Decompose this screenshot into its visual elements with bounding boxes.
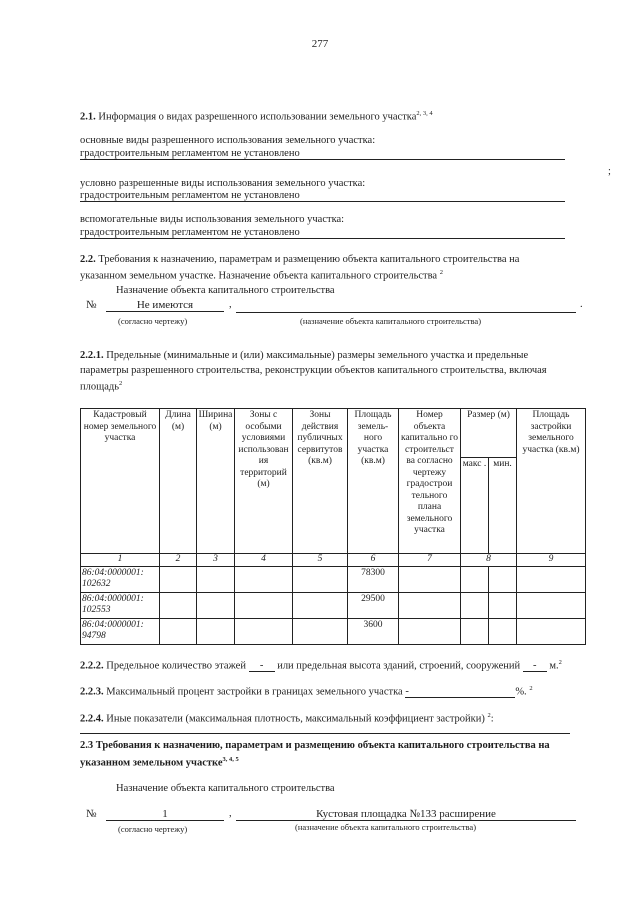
section-text-line1: Предельные (минимальные и (или) максимальные) размеры земельного участка и предельные [103, 350, 529, 361]
section-2-2-1-line1 [80, 350, 528, 361]
header-size-min: мин. [489, 458, 517, 554]
object-purpose-label: Назначение объекта капитального строительства [116, 783, 335, 794]
section-text-line3: площадь [80, 381, 119, 393]
percent-unit: %. [515, 686, 527, 698]
section-number: 2.2.4. [80, 713, 104, 725]
header-size: Размер (м) [461, 409, 517, 458]
object-purpose-value: Кустовая площадка №133 расширение [236, 808, 576, 821]
footnote-ref: 3, 4, 5 [222, 756, 239, 763]
margin-mark: ; [608, 166, 611, 177]
floors-value: - [249, 660, 275, 672]
table-row [81, 566, 586, 592]
number-sign: № [86, 299, 97, 311]
header-special-zones: Зоны с особыми условиями использован ия территорий (м) [235, 409, 293, 554]
caption-drawing: (согласно чертежу) [118, 824, 188, 834]
height-label: или предельная высота зданий, строений, сооружений [277, 660, 521, 672]
section-2-2-1-line3 [80, 380, 122, 393]
header-length: Длина (м) [160, 409, 197, 554]
conditional-uses-value: градостроительным регламентом не установлено [80, 190, 565, 202]
auxiliary-uses-value: градостроительным регламентом не установлено [80, 227, 565, 239]
number-sign: № [86, 808, 97, 820]
section-2-3-line2 [80, 756, 239, 769]
column-number: 9 [517, 554, 586, 567]
section-2-2-line1 [80, 254, 519, 265]
height-value: - [523, 660, 547, 672]
land-parameters-table [80, 408, 586, 645]
object-purpose-label: Назначение объекта капитального строительства [116, 285, 335, 296]
footnote-ref: 2 [558, 659, 562, 666]
footnote-ref: 2, 3, 4 [416, 110, 433, 117]
caption-purpose: (назначение объекта капитального строительства) [300, 316, 482, 326]
table-row [81, 618, 586, 644]
column-number: 3 [197, 554, 235, 567]
column-number: 7 [399, 554, 461, 567]
land-area: 78300 [348, 566, 399, 592]
table-column-numbers-row [81, 554, 586, 567]
table-header-row [81, 409, 586, 458]
caption-purpose: (назначение объекта капитального строительства) [295, 822, 477, 832]
section-number: 2.2.2. [80, 660, 104, 672]
header-area: Площадь земель-ного участка (кв.м) [348, 409, 399, 554]
cadastral-number: 86:04:0000001: 102632 [81, 566, 160, 592]
column-number: 8 [461, 554, 517, 567]
header-cadastral: Кадастровый номер земельного участка [81, 409, 160, 554]
comma: , [229, 808, 232, 819]
other-indicators-label: Иные показатели (максимальная плотность, максимальный коэффициент застройки) [103, 713, 485, 725]
max-percent-label: Максимальный процент застройки в границах земельного участка [103, 686, 403, 698]
land-area: 3600 [348, 618, 399, 644]
header-size-max: макс . [461, 458, 489, 554]
column-number: 6 [348, 554, 399, 567]
object-number-value: 1 [106, 808, 224, 821]
section-2-1-heading [80, 110, 433, 123]
cadastral-number: 86:04:0000001: 102553 [81, 592, 160, 618]
section-2-3-line1: 2.3 Требования к назначению, параметрам и размещению объекта капитального строительства на [80, 740, 550, 751]
header-object-number: Номер объекта капитально го строительст ва согласно чертежу градострои тельного плана земельного участка [399, 409, 461, 554]
footnote-ref: 2 [119, 380, 123, 387]
page-number: 277 [311, 38, 329, 50]
footnote-ref: 2 [529, 685, 533, 692]
other-indicators-line [80, 733, 570, 734]
section-number: 2.2.3. [80, 686, 104, 698]
colon: : [490, 713, 494, 725]
header-built-area: Площадь застройки земельного участка (кв.м) [517, 409, 586, 554]
main-uses-value: градостроительным регламентом не установлено [80, 148, 565, 160]
footnote-ref: 2 [487, 712, 491, 719]
section-2-2-line2 [80, 269, 443, 282]
header-servitude-zones: Зоны действия публичных сервитутов (кв.м) [293, 409, 348, 554]
header-width: Ширина (м) [197, 409, 235, 554]
cadastral-number: 86:04:0000001: 94798 [81, 618, 160, 644]
section-number: 2.2.1. [80, 350, 104, 361]
period: . [580, 299, 583, 310]
footnote-ref: 2 [439, 269, 443, 276]
main-uses-label: основные виды разрешенного использования земельного участка: [80, 135, 376, 146]
object-number-value: Не имеются [106, 299, 224, 312]
section-2-2-3 [80, 685, 533, 698]
section-title-line1: Требования к назначению, параметрам и размещению объекта капитального строительства на [95, 254, 520, 265]
section-title: Информация о видах разрешенного использовании земельного участка [95, 111, 417, 123]
height-unit: м. [549, 660, 559, 672]
section-2-2-4 [80, 712, 494, 725]
section-2-2-1-line2: параметры разрешенного строительства, реконструкции объектов капитального строительства, включая [80, 365, 547, 376]
auxiliary-uses-label: вспомогательные виды использования земельного участка: [80, 214, 345, 225]
column-number: 5 [293, 554, 348, 567]
section-title-line2: указанном земельном участке. Назначение объекта капитального строительства [80, 270, 438, 282]
table-row [81, 592, 586, 618]
floors-label: Предельное количество этажей [103, 660, 246, 672]
column-number: 4 [235, 554, 293, 567]
caption-drawing: (согласно чертежу) [118, 316, 188, 326]
section-2-2-2 [80, 659, 562, 672]
section-number: 2.2. [80, 254, 96, 265]
section-title-line2: указанном земельном участке [80, 757, 223, 769]
section-number: 2.1. [80, 111, 96, 123]
object-purpose-line [236, 299, 576, 313]
max-percent-value: - [405, 686, 515, 698]
column-number: 2 [160, 554, 197, 567]
conditional-uses-label: условно разрешенные виды использования земельного участка: [80, 178, 366, 189]
comma: , [229, 299, 232, 310]
land-area: 29500 [348, 592, 399, 618]
column-number: 1 [81, 554, 160, 567]
